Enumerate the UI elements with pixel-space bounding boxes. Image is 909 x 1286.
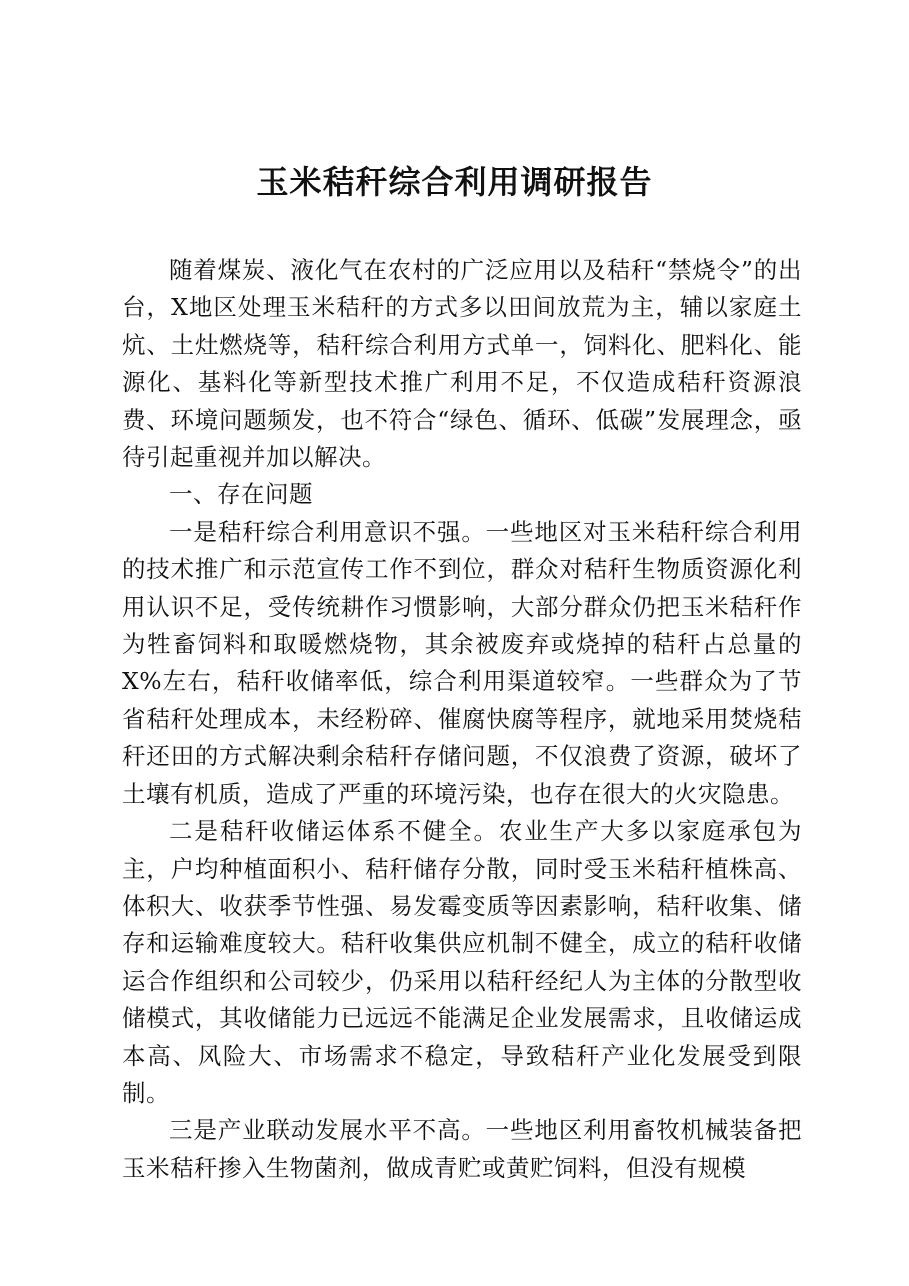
document-title: 玉米秸秆综合利用调研报告	[256, 163, 653, 201]
problem-paragraph-3: 三是产业联动发展水平不高。一些地区利用畜牧机械装备把玉米秸秆掺入生物菌剂，做成青贮或黄贮饲料，但没有规模	[122, 1116, 802, 1182]
document-body	[122, 252, 802, 1187]
intro-paragraph: 随着煤炭、液化气在农村的广泛应用以及秸秆“禁烧令”的出台，X地区处理玉米秸秆的方式多以田间放荒为主，辅以家庭土炕、土灶燃烧等，秸秆综合利用方式单一，饲料化、肥料化、能源化、基料化等新型技术推广利用不足，不仅造成秸秆资源浪费、环境问题频发，也不符合“绿色、循环、低碳”发展理念，亟待引起重视并加以解决。	[122, 256, 802, 472]
problem-paragraph-1: 一是秸秆综合利用意识不强。一些地区对玉米秸秆综合利用的技术推广和示范宣传工作不到位，群众对秸秆生物质资源化利用认识不足，受传统耕作习惯影响，大部分群众仍把玉米秸秆作为牲畜饲料和取暖燃烧物，其余被废弃或烧掉的秸秆占总量的X%左右，秸秆收储率低，综合利用渠道较窄。一些群众为了节省秸秆处理成本，未经粉碎、催腐快腐等程序，就地采用焚烧秸秆还田的方式解决剩余秸秆存储问题，不仅浪费了资源，破坏了土壤有机质，造成了严重的环境污染，也存在很大的火灾隐患。	[122, 517, 802, 808]
section-heading-problems: 一、存在问题	[169, 480, 313, 509]
problem-paragraph-2: 二是秸秆收储运体系不健全。农业生产大多以家庭承包为主，户均种植面积小、秸秆储存分散，同时受玉米秸秆植株高、体积大、收获季节性强、易发霉变质等因素影响，秸秆收集、储存和运输难度较大。秸秆收集供应机制不健全，成立的秸秆收储运合作组织和公司较少，仍采用以秸秆经纪人为主体的分散型收储模式，其收储能力已远远不能满足企业发展需求，且收储运成本高、风险大、市场需求不稳定，导致秸秆产业化发展受到限制。	[122, 817, 802, 1107]
